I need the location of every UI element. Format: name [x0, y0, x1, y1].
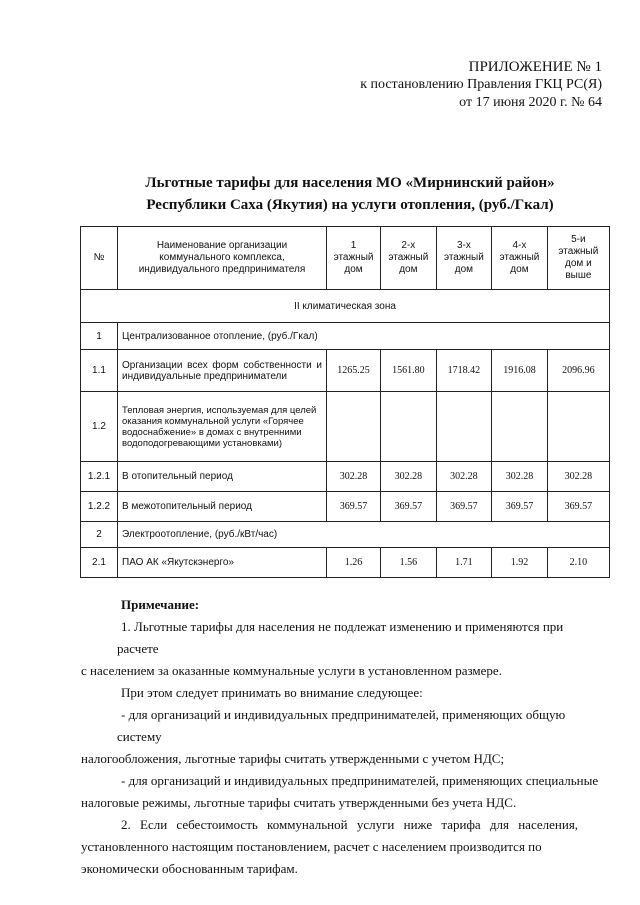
document-title	[70, 172, 630, 216]
row-name: ПАО АК «Якутскэнерго»	[118, 548, 327, 578]
appendix-header	[360, 58, 602, 112]
row-num: 2	[81, 522, 118, 548]
value-cell: 1.92	[492, 548, 548, 578]
table-row	[81, 522, 610, 548]
row-num: 1.2	[81, 392, 118, 462]
value-cell: 369.57	[492, 492, 548, 522]
row-name: Электроотопление, (руб./кВт/час)	[118, 522, 610, 548]
title-line-1: Льготные тарифы для населения МО «Мирнинский район»	[145, 175, 555, 191]
empty-cell	[436, 392, 492, 462]
header-name: Наименование организации коммунального комплекса, индивидуального предпринимателя	[118, 227, 327, 290]
empty-cell	[547, 392, 609, 462]
notes-heading: Примечание:	[121, 597, 200, 612]
row-num: 1.1	[81, 350, 118, 392]
value-cell: 369.57	[547, 492, 609, 522]
note-5-line-2: установленного настоящим постановлением, расчет с населением производится по	[81, 839, 542, 854]
note-2: При этом следует принимать во внимание следующее:	[121, 685, 423, 700]
value-cell: 1.56	[381, 548, 437, 578]
header-num: №	[81, 227, 118, 290]
value-cell: 302.28	[492, 462, 548, 492]
value-cell: 1.71	[436, 548, 492, 578]
row-name: В отопительный период	[118, 462, 327, 492]
tariff-table	[80, 226, 610, 578]
value-cell: 369.57	[327, 492, 381, 522]
row-num: 1.2.2	[81, 492, 118, 522]
table-row	[81, 492, 610, 522]
value-cell: 302.28	[436, 462, 492, 492]
row-name: В межотопительный период	[118, 492, 327, 522]
header-floor-4: 4-х этажный дом	[492, 227, 548, 290]
note-1-line-2: с населением за оказанные коммунальные услуги в установленном размере.	[81, 663, 502, 678]
note-1-line-1: 1. Льготные тарифы для населения не подлежат изменению и применяются при расчете	[117, 619, 564, 656]
note-5-line-1: 2. Если себестоимость коммунальной услуги ниже тарифа для населения,	[121, 817, 579, 832]
value-cell: 1.26	[327, 548, 381, 578]
table-row	[81, 323, 610, 350]
value-cell: 302.28	[327, 462, 381, 492]
title-line-2: Республики Саха (Якутия) на услуги отопления, (руб./Гкал)	[146, 197, 554, 213]
note-3-line-2: налогообложения, льготные тарифы считать утвержденными с учетом НДС;	[81, 751, 505, 766]
value-cell: 1916.08	[492, 350, 548, 392]
appendix-title: ПРИЛОЖЕНИЕ № 1	[468, 59, 602, 75]
value-cell: 2096.96	[547, 350, 609, 392]
table-row	[81, 392, 610, 462]
value-cell: 302.28	[547, 462, 609, 492]
empty-cell	[327, 392, 381, 462]
row-num: 2.1	[81, 548, 118, 578]
climate-zone: II климатическая зона	[81, 290, 610, 323]
table-row	[81, 350, 610, 392]
table-header-row	[81, 227, 610, 290]
value-cell: 1561.80	[381, 350, 437, 392]
empty-cell	[492, 392, 548, 462]
value-cell: 1718.42	[436, 350, 492, 392]
row-name: Тепловая энергия, используемая для целей оказания коммунальной услуги «Горячее водоснабжение» в домах с внутренними водоподогревающими установками)	[118, 392, 327, 462]
note-3-line-1: - для организаций и индивидуальных предпринимателей, применяющих общую систему	[117, 707, 566, 744]
row-name: Централизованное отопление, (руб./Гкал)	[118, 323, 610, 350]
value-cell: 369.57	[436, 492, 492, 522]
value-cell: 1265.25	[327, 350, 381, 392]
row-name: Организации всех форм собственности и индивидуальные предприниматели	[118, 350, 327, 392]
header-floor-2: 2-х этажный дом	[381, 227, 437, 290]
header-floor-1: 1 этажный дом	[327, 227, 381, 290]
table-zone-row	[81, 290, 610, 323]
notes-section	[81, 594, 605, 880]
row-num: 1.2.1	[81, 462, 118, 492]
table-row	[81, 462, 610, 492]
note-4-line-1: - для организаций и индивидуальных предпринимателей, применяющих специальные	[121, 773, 599, 788]
empty-cell	[381, 392, 437, 462]
appendix-date: от 17 июня 2020 г. № 64	[459, 95, 602, 110]
table-row	[81, 548, 610, 578]
header-floor-3: 3-х этажный дом	[436, 227, 492, 290]
appendix-reference: к постановлению Правления ГКЦ РС(Я)	[360, 77, 602, 92]
value-cell: 302.28	[381, 462, 437, 492]
note-5-line-3: экономически обоснованным тарифам.	[81, 861, 298, 876]
value-cell: 2.10	[547, 548, 609, 578]
note-4-line-2: налоговые режимы, льготные тарифы считать утвержденными без учета НДС.	[81, 795, 517, 810]
header-floor-5: 5-и этажный дом и выше	[547, 227, 609, 290]
value-cell: 369.57	[381, 492, 437, 522]
row-num: 1	[81, 323, 118, 350]
